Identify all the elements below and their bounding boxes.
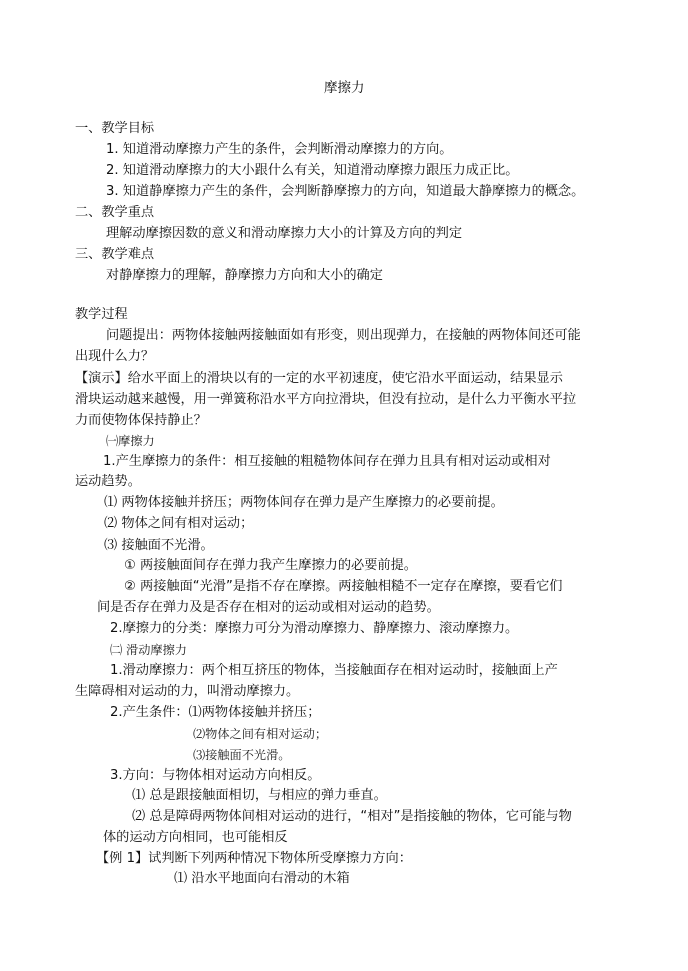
key-text: 理解动摩擦因数的意义和滑动摩擦力大小的计算及方向的判定 bbox=[106, 226, 463, 241]
list-item: ⑶ 接触面不光滑。 bbox=[104, 538, 214, 553]
paragraph-line: 1.滑动摩擦力：两个相互挤压的物体，当接触面存在相对运动时，接触面上产 bbox=[110, 663, 558, 678]
paragraph-line: 生障碍相对运动的力，叫滑动摩擦力。 bbox=[75, 684, 300, 699]
list-item: ⑴ 两物体接触并挤压；两物体间存在弹力是产生摩擦力的必要前提。 bbox=[104, 495, 504, 510]
paragraph-line: 滑块运动越来越慢，用一弹簧称沿水平方向拉滑块，但没有拉动，是什么力平衡水平拉 bbox=[75, 392, 577, 407]
list-item: ⑵物体之间有相对运动； bbox=[193, 727, 328, 741]
page-title: 摩擦力 bbox=[324, 80, 365, 96]
subsection-heading: ㈠摩擦力 bbox=[106, 434, 155, 448]
paragraph-line: 体的运动方向相同，也可能相反 bbox=[103, 830, 288, 845]
list-item: ① 两接触面间存在弹力我产生摩擦力的必要前提。 bbox=[124, 558, 417, 573]
goals-heading: 一、教学目标 bbox=[75, 121, 155, 136]
paragraph-line: 力而使物体保持静止？ bbox=[75, 413, 207, 428]
example-heading: 【例 1】试判断下列两种情况下物体所受摩擦力方向： bbox=[96, 851, 412, 866]
goal-item: 3. 知道静摩擦力产生的条件，会判断静摩擦力的方向，知道最大静摩擦力的概念。 bbox=[106, 184, 585, 199]
paragraph-line: 间是否存在弹力及是否存在相对的运动或相对运动的趋势。 bbox=[97, 600, 440, 615]
paragraph-line: 2.摩擦力的分类：摩擦力可分为滑动摩擦力、静摩擦力、滚动摩擦力。 bbox=[110, 621, 519, 636]
paragraph-line: 【演示】给水平面上的滑块以有的一定的水平初速度，使它沿水平面运动，结果显示 bbox=[75, 371, 563, 386]
paragraph-line: 问题提出：两物体接触两接触面如有形变，则出现弹力，在接触的两物体间还可能 bbox=[106, 328, 581, 343]
difficulty-heading: 三、教学难点 bbox=[75, 247, 155, 262]
list-item: ⑵ 物体之间有相对运动； bbox=[104, 516, 254, 531]
goal-item: 2. 知道滑动摩擦力的大小跟什么有关，知道滑动摩擦力跟压力成正比。 bbox=[106, 163, 519, 178]
list-item: ⑴ 总是跟接触面相切，与相应的弹力垂直。 bbox=[132, 788, 387, 803]
paragraph-line: 1.产生摩擦力的条件：相互接触的粗糙物体间存在弹力且具有相对运动或相对 bbox=[103, 454, 551, 469]
paragraph-line: 3.方向：与物体相对运动方向相反。 bbox=[110, 768, 321, 783]
paragraph-line: 出现什么力？ bbox=[75, 349, 155, 364]
goal-item: 1. 知道滑动摩擦力产生的条件，会判断滑动摩擦力的方向。 bbox=[106, 142, 453, 157]
process-heading: 教学过程 bbox=[75, 307, 128, 322]
list-item: ⑵ 总是障碍两物体间相对运动的进行，“相对”是指接触的物体，它可能与物 bbox=[132, 809, 572, 824]
paragraph-line: 2.产生条件：⑴两物体接触并挤压； bbox=[110, 705, 321, 720]
list-item: ⑶接触面不光滑。 bbox=[193, 748, 291, 762]
list-item: ⑴ 沿水平地面向右滑动的木箱 bbox=[174, 871, 350, 886]
key-heading: 二、教学重点 bbox=[75, 205, 155, 220]
paragraph-line: 运动趋势。 bbox=[75, 474, 141, 489]
list-item: ② 两接触面“光滑”是指不存在摩擦。两接触相糙不一定存在摩擦，要看它们 bbox=[124, 579, 563, 594]
subsection-heading: ㈡ 滑动摩擦力 bbox=[110, 643, 187, 657]
difficulty-text: 对静摩擦力的理解，静摩擦力方向和大小的确定 bbox=[106, 268, 383, 283]
